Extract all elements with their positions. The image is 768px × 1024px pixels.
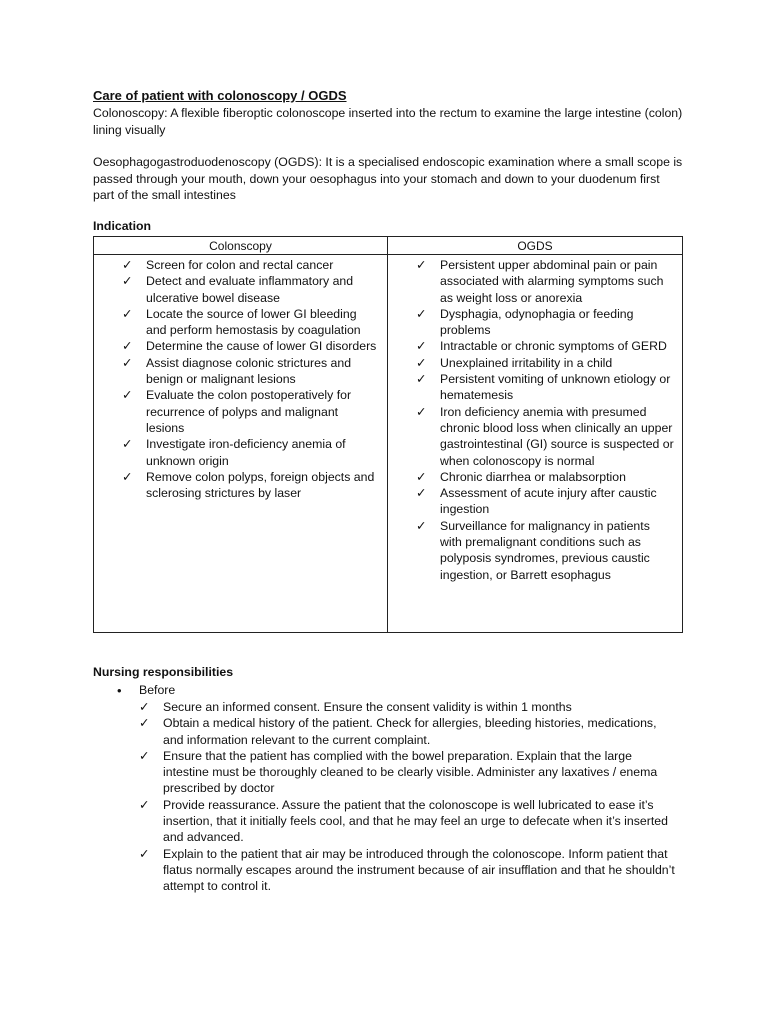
checkmark-icon: ✓ xyxy=(122,388,133,403)
checkmark-icon: ✓ xyxy=(122,339,133,354)
list-item xyxy=(416,404,674,469)
list-item-text: Determine the cause of lower GI disorders xyxy=(146,339,377,354)
colonoscopy-indication-list xyxy=(122,257,379,501)
list-item-text: Detect and evaluate inflammatory and ulcerative bowel disease xyxy=(146,274,354,305)
list-item xyxy=(122,338,379,354)
ogds-definition: Oesophagogastroduodenoscopy (OGDS): It is a specialised endoscopic examination where a small scope is passed through your mouth, down your oesophagus into your stomach and down to your duodenum first part of the small intestines xyxy=(93,155,683,202)
before-responsibility-list xyxy=(139,699,679,895)
list-item xyxy=(122,469,379,502)
checkmark-icon: ✓ xyxy=(416,355,427,370)
colonoscopy-indications-cell xyxy=(94,255,388,633)
list-item-text: Iron deficiency anemia with presumed chronic blood loss when clinically an upper gastrointestinal (GI) source is suspected or when colonoscopy is normal xyxy=(440,404,674,468)
checkmark-icon: ✓ xyxy=(122,469,133,484)
before-label: Before xyxy=(139,683,176,697)
list-item xyxy=(416,518,674,583)
list-item-text: Secure an informed consent. Ensure the consent validity is within 1 months xyxy=(163,700,572,714)
bullet-icon: • xyxy=(117,683,122,698)
list-item xyxy=(416,371,674,404)
list-item xyxy=(416,257,674,306)
list-item xyxy=(139,699,679,715)
checkmark-icon: ✓ xyxy=(416,339,427,354)
list-item-text: Assessment of acute injury after caustic ingestion xyxy=(440,486,657,517)
list-item xyxy=(122,273,379,306)
list-item-text: Locate the source of lower GI bleeding and perform hemostasis by coagulation xyxy=(146,306,361,338)
list-item-text: Screen for colon and rectal cancer xyxy=(146,258,334,272)
list-item xyxy=(416,355,674,371)
list-item-text: Persistent vomiting of unknown etiology or hematemesis xyxy=(440,372,671,403)
list-item-text: Explain to the patient that air may be introduced through the colonoscope. Inform patient that flatus normally escapes around the instrument because of air insufflation and that he shouldn’t attempt to control it. xyxy=(163,846,675,894)
checkmark-icon: ✓ xyxy=(139,748,150,763)
list-item xyxy=(122,436,379,469)
checkmark-icon: ✓ xyxy=(139,716,150,731)
indication-heading: Indication xyxy=(93,219,152,233)
indication-table xyxy=(93,236,683,633)
checkmark-icon: ✓ xyxy=(416,258,427,272)
list-item xyxy=(416,306,674,339)
column-header-colonoscopy: Colonscopy xyxy=(94,237,388,255)
list-item xyxy=(122,355,379,388)
checkmark-icon: ✓ xyxy=(139,797,150,812)
list-item-text: Persistent upper abdominal pain or pain associated with alarming symptoms such as weight loss or anorexia xyxy=(440,258,664,305)
column-header-ogds: OGDS xyxy=(388,237,683,255)
list-item-text: Chronic diarrhea or malabsorption xyxy=(440,469,626,484)
checkmark-icon: ✓ xyxy=(122,355,133,370)
list-item-text: Surveillance for malignancy in patients with premalignant conditions such as polyposis syndromes, previous caustic ingestion, or Barrett esophagus xyxy=(440,518,650,582)
list-item-text: Provide reassurance. Assure the patient that the colonoscope is well lubricated to ease it’s insertion, that it initially feels cool, and that he may feel an urge to defecate when it’s inserted and advanced. xyxy=(163,797,668,845)
list-item xyxy=(122,387,379,436)
checkmark-icon: ✓ xyxy=(122,437,133,452)
list-item xyxy=(122,257,379,273)
list-item-text: Unexplained irritability in a child xyxy=(440,355,613,370)
list-item-text: Assist diagnose colonic strictures and benign or malignant lesions xyxy=(146,355,352,387)
checkmark-icon: ✓ xyxy=(416,486,427,501)
list-item xyxy=(416,338,674,354)
list-item xyxy=(139,748,679,797)
page-title: Care of patient with colonoscopy / OGDS xyxy=(93,88,347,103)
ogds-indication-list xyxy=(416,257,674,583)
checkmark-icon: ✓ xyxy=(416,404,427,419)
checkmark-icon: ✓ xyxy=(416,306,427,321)
checkmark-icon: ✓ xyxy=(122,258,133,272)
checkmark-icon: ✓ xyxy=(122,306,133,321)
list-item-text: Obtain a medical history of the patient. Check for allergies, bleeding histories, medications, and information relevant to the current complaint. xyxy=(163,716,657,747)
list-item-text: Ensure that the patient has complied with the bowel preparation. Explain that the large intestine must be thoroughly cleaned to be clearly visible. Administer any laxatives / enema prescribed by doctor xyxy=(163,748,658,796)
list-item-text: Investigate iron-deficiency anemia of unknown origin xyxy=(146,437,346,468)
list-item-text: Evaluate the colon postoperatively for recurrence of polyps and malignant lesions xyxy=(146,388,352,435)
list-item xyxy=(122,306,379,339)
list-item xyxy=(139,846,679,895)
list-item xyxy=(139,715,679,748)
colonoscopy-definition: Colonoscopy: A flexible fiberoptic colonoscope inserted into the rectum to examine the large intestine (colon) lining visually xyxy=(93,106,683,137)
nursing-responsibilities-heading: Nursing responsibilities xyxy=(93,665,234,679)
list-item xyxy=(416,469,674,485)
checkmark-icon: ✓ xyxy=(416,469,427,484)
checkmark-icon: ✓ xyxy=(416,518,427,533)
table-header-row xyxy=(94,237,683,255)
checkmark-icon: ✓ xyxy=(139,846,150,861)
checkmark-icon: ✓ xyxy=(122,274,133,289)
table-row xyxy=(94,255,683,633)
list-item-text: Intractable or chronic symptoms of GERD xyxy=(440,339,667,354)
list-item-text: Dysphagia, odynophagia or feeding problems xyxy=(440,306,634,338)
list-item xyxy=(416,485,674,518)
checkmark-icon: ✓ xyxy=(139,700,150,714)
checkmark-icon: ✓ xyxy=(416,372,427,387)
list-item xyxy=(139,797,679,846)
list-item-text: Remove colon polyps, foreign objects and sclerosing strictures by laser xyxy=(146,469,375,501)
ogds-indications-cell xyxy=(388,255,683,633)
